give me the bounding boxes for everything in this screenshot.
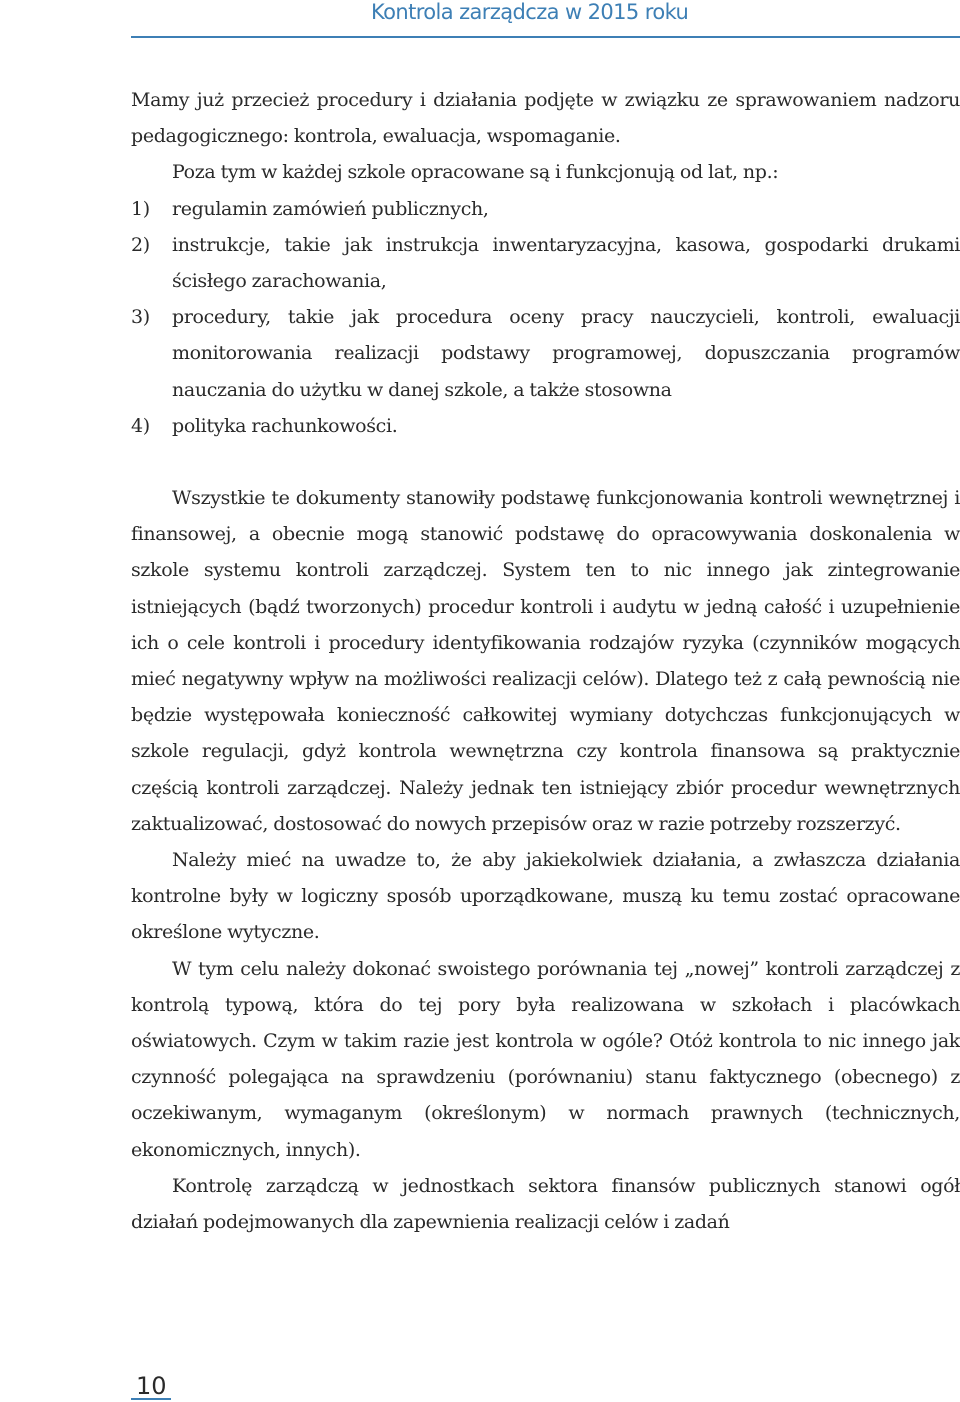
intro-sentence: Mamy już przecież procedury i działania podjęte w związku ze sprawowaniem nadzoru pedagogicznego: kontrola, ewaluacja, wspomaganie. <box>131 89 960 148</box>
list-item <box>131 191 960 227</box>
list-item <box>131 408 960 444</box>
list-item-number: 4) <box>131 414 150 437</box>
page-body <box>131 82 960 1240</box>
list-item-text: regulamin zamówień publicznych, <box>172 197 489 220</box>
list-item <box>131 299 960 408</box>
list-item-number: 1) <box>131 197 150 220</box>
header-rule <box>131 36 960 38</box>
body-paragraph: Kontrolę zarządczą w jednostkach sektora finansów publicznych stanowi ogół działań podejmowanych dla zapewnienia realizacji celów i zadań <box>131 1174 960 1234</box>
list-item-number: 3) <box>131 306 150 329</box>
body-paragraph: Należy mieć na uwadze to, że aby jakiekolwiek działania, a zwłaszcza działania kontrolne były w logiczny sposób uporządkowane, muszą ku temu zostać opracowane określone wytyczne. <box>131 849 960 944</box>
list-item <box>131 227 960 299</box>
running-header <box>0 0 960 40</box>
body-paragraph: Wszystkie te dokumenty stanowiły podstawę funkcjonowania kontroli wewnętrznej i finansowej, a obecnie mogą stanowić podstawę do opracowywania doskonalenia w szkole systemu kontroli zarządczej. System ten to nic innego jak zintegrowanie istniejących (bądź tworzonych) procedur kontroli i audytu w jedną całość i uzupełnienie ich o cele kontroli i procedury identyfikowania rodzajów ryzyka (czynników mogących mieć negatywny wpływ na możliwości realizacji celów). Dlatego też z całą pewnością nie będzie występowała konieczność całkowitej wymiany dotychczas funkcjonujących w szkole regulacji, gdyż kontrola wewnętrzna czy kontrola finansowa są praktycznie częścią kontroli zarządczej. Należy jednak ten istniejący zbiór procedur wewnętrznych zaktualizować, dostosować do nowych przepisów oraz w razie potrzeby rozszerzyć. <box>131 487 960 835</box>
list-item-text: instrukcje, takie jak instrukcja inwentaryzacyjna, kasowa, gospodarki drukami ścisłego zarachowania, <box>172 233 960 293</box>
list-item-text: procedury, takie jak procedura oceny pracy nauczycieli, kontroli, ewaluacji monitorowania realizacji podstawy programowej, dopuszczania programów nauczania do użytku w danej szkole, a także stosowna <box>172 306 960 401</box>
list-item-number: 2) <box>131 233 150 256</box>
list-item-text: polityka rachunkowości. <box>172 414 398 437</box>
page-number-rule <box>131 1398 171 1400</box>
intro-lead: Poza tym w każdej szkole opracowane są i funkcjonują od lat, np.: <box>172 161 779 184</box>
page-number: 10 <box>136 1372 167 1400</box>
numbered-list <box>131 191 960 444</box>
header-title: Kontrola zarządcza w 2015 roku <box>371 0 689 24</box>
body-paragraph: W tym celu należy dokonać swoistego porównania tej „nowej” kontroli zarządczej z kontrolą typową, która do tej pory była realizowana w szkołach i placówkach oświatowych. Czym w takim razie jest kontrola w ogóle? Otóż kontrola to nic innego jak czynność polegająca na sprawdzeniu (porównaniu) stanu faktycznego (obecnego) z oczekiwanym, wymaganym (określonym) w normach prawnych (technicznych, ekonomicznych, innych). <box>131 957 960 1161</box>
